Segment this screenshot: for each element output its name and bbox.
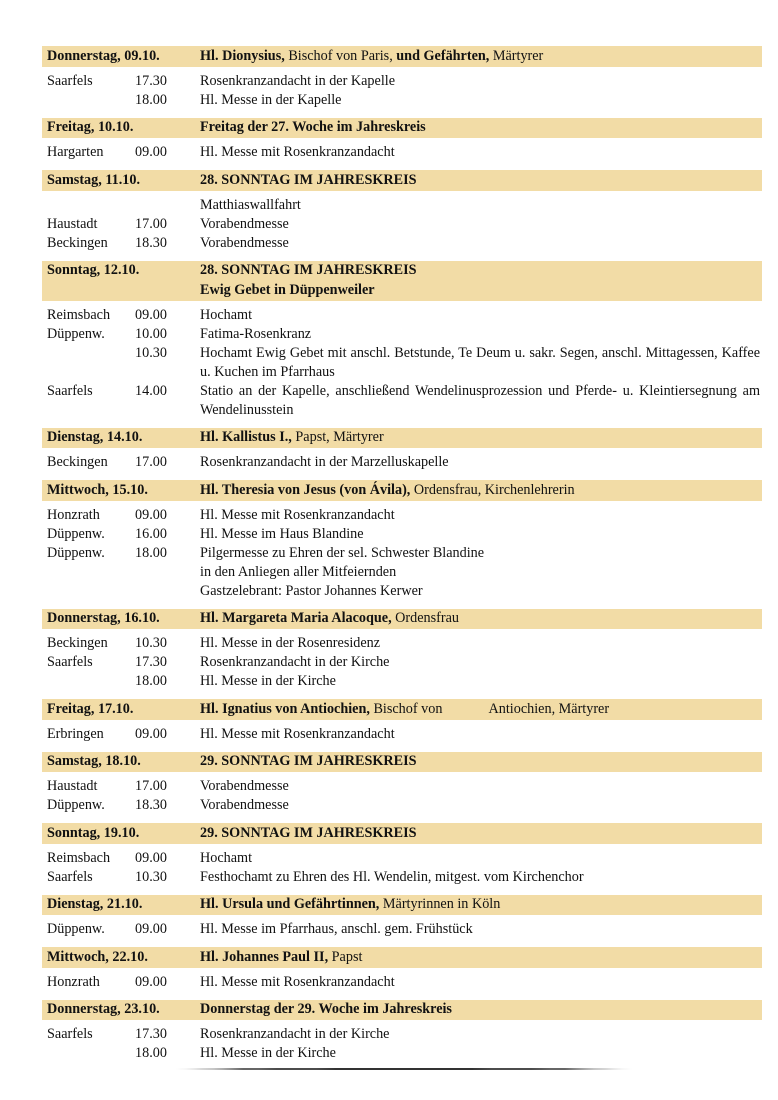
day-date: Sonntag, 19.10. [47, 824, 140, 841]
entry-text: Hl. Messe mit Rosenkranzandacht [200, 506, 395, 523]
entry-place [42, 91, 135, 110]
entry-place [42, 1044, 135, 1063]
day-header [42, 823, 762, 844]
day-header [42, 118, 762, 139]
day-title [200, 261, 762, 300]
entry-place: Honzrath [47, 506, 100, 523]
title-segment: Hl. Ursula und Gefährtinnen, [200, 896, 380, 912]
entry-row [42, 563, 762, 582]
day-header [42, 947, 762, 968]
entry-time: 17.00 [135, 215, 167, 232]
title-segment: Ewig Gebet in Düppenweiler [200, 281, 375, 298]
entry-text: Hochamt [200, 306, 253, 323]
entry-place: Erbringen [47, 725, 104, 742]
entry-row [42, 325, 762, 344]
entry-text: Vorabendmesse [200, 797, 289, 813]
title-segment: Freitag der 27. Woche im Jahreskreis [200, 119, 426, 135]
entry-time: 09.00 [135, 506, 167, 523]
day-entries [42, 67, 762, 118]
entry-text: Hl. Messe im Pfarrhaus, anschl. gem. Frühstück [200, 921, 473, 937]
day-date: Dienstag, 21.10. [47, 896, 143, 912]
entry-row [42, 91, 762, 110]
entry-place: Saarfels [47, 654, 93, 670]
entry-place: Düppenw. [47, 544, 105, 561]
title-segment: Bischof von Antiochien, Märtyrer [369, 700, 610, 717]
title-segment: Hl. Theresia von Jesus (von Ávila), [200, 481, 411, 498]
entry-text: Vorabendmesse [200, 215, 289, 232]
day-date: Samstag, 18.10. [47, 753, 141, 769]
entry-text: Pilgermesse zu Ehren der sel. Schwester Blandine [200, 544, 485, 561]
entry-place: Saarfels [47, 1026, 93, 1042]
entry-time: 18.00 [135, 91, 167, 108]
entry-time: 17.00 [135, 454, 167, 470]
entry-row [42, 920, 762, 939]
entry-text: Gastzelebrant: Pastor Johannes Kerwer [200, 582, 423, 599]
entry-row [42, 973, 762, 992]
schedule-document [42, 46, 762, 1071]
entry-place: Saarfels [47, 382, 93, 399]
entry-row [42, 849, 762, 868]
entry-place: Beckingen [47, 234, 108, 251]
entry-row [42, 344, 762, 382]
title-segment: Märtyrinnen in Köln [379, 896, 501, 912]
day-title [200, 481, 762, 501]
entry-time: 10.30 [135, 344, 167, 361]
entry-text: Fatima-Rosenkranz [200, 325, 312, 342]
day-date: Donnerstag, 16.10. [47, 610, 160, 626]
title-segment: Märtyrer [489, 47, 544, 64]
day-title [200, 700, 762, 720]
entry-place: Düppenw. [47, 921, 105, 937]
entry-text: Hochamt [200, 849, 253, 866]
title-segment: 28. SONNTAG IM JAHRESKREIS [200, 262, 417, 278]
entry-row [42, 544, 762, 563]
entry-place: Saarfels [47, 868, 93, 885]
entry-place: Haustadt [47, 215, 98, 232]
entry-text: Vorabendmesse [200, 234, 289, 251]
entry-text: Hl. Messe in der Kirche [200, 673, 336, 689]
entry-time: 10.30 [135, 868, 167, 885]
entry-row [42, 506, 762, 525]
day-header [42, 170, 762, 191]
day-date: Dienstag, 14.10. [47, 429, 143, 445]
entry-place: Hargarten [47, 144, 104, 160]
title-segment: Hl. Johannes Paul II, [200, 948, 329, 965]
decorative-divider [175, 1068, 633, 1070]
title-segment: Ordensfrau [391, 610, 459, 626]
entry-text: Statio an der Kapelle, anschließend Wendelinusprozession und Pferde- u. Kleintiersegnung am Wendelinusstein [200, 382, 760, 418]
entry-row [42, 653, 762, 672]
entry-place: Beckingen [47, 454, 108, 470]
entry-time [135, 563, 200, 582]
day-title [200, 428, 762, 448]
entry-time: 09.00 [135, 849, 167, 866]
title-segment: und Gefährten, [396, 47, 490, 64]
entry-text: Festhochamt zu Ehren des Hl. Wendelin, mitgest. vom Kirchenchor [200, 868, 584, 885]
entry-text: Hl. Messe mit Rosenkranzandacht [200, 725, 395, 742]
day-date: Mittwoch, 15.10. [47, 481, 148, 498]
entry-time: 18.00 [135, 673, 167, 689]
entry-row [42, 777, 762, 796]
entry-place: Beckingen [47, 635, 108, 651]
entry-place: Reimsbach [47, 849, 111, 866]
entry-row [42, 796, 762, 815]
day-header [42, 752, 762, 773]
entry-text: Rosenkranzandacht in der Kapelle [200, 72, 395, 89]
entry-place [42, 563, 135, 582]
title-segment: Papst, Märtyrer [291, 429, 384, 445]
entry-text: Hl. Messe mit Rosenkranzandacht [200, 144, 395, 160]
title-segment: 29. SONNTAG IM JAHRESKREIS [200, 753, 417, 769]
day-header [42, 895, 762, 916]
day-entries [42, 968, 762, 1000]
entry-time: 17.30 [135, 654, 167, 670]
entry-row [42, 453, 762, 472]
entry-text: Rosenkranzandacht in der Kirche [200, 654, 390, 670]
day-date: Sonntag, 12.10. [47, 262, 140, 278]
entry-row [42, 634, 762, 653]
day-header [42, 609, 762, 630]
entry-row [42, 582, 762, 601]
entry-text: Hochamt Ewig Gebet mit anschl. Betstunde, Te Deum u. sakr. Segen, anschl. Mittagessen, Kaffee u. Kuchen im Pfarrhaus [200, 344, 760, 380]
day-date: Donnerstag, 23.10. [47, 1001, 160, 1017]
day-title [200, 1000, 762, 1020]
day-date: Samstag, 11.10. [47, 171, 141, 188]
entry-row [42, 72, 762, 91]
day-entries [42, 629, 762, 699]
title-segment: Bischof von Paris, [284, 47, 397, 64]
entry-time: 09.00 [135, 725, 167, 742]
title-segment: Papst [328, 948, 363, 965]
entry-place: Honzrath [47, 973, 100, 990]
day-header [42, 1000, 762, 1021]
day-title [200, 824, 762, 844]
entry-time: 10.30 [135, 635, 167, 651]
day-header [42, 261, 762, 301]
title-segment: 28. SONNTAG IM JAHRESKREIS [200, 171, 417, 188]
day-title [200, 948, 762, 968]
entry-time: 09.00 [135, 973, 167, 990]
entry-row [42, 215, 762, 234]
entry-time: 18.00 [135, 544, 167, 561]
day-date: Donnerstag, 09.10. [47, 47, 160, 64]
day-title [200, 171, 762, 191]
day-date: Freitag, 17.10. [47, 700, 134, 717]
entry-place: Saarfels [47, 72, 93, 89]
title-segment: Hl. Ignatius von Antiochien, [200, 700, 370, 717]
entry-place: Düppenw. [47, 325, 105, 342]
entry-time: 18.30 [135, 797, 167, 813]
entry-text: Hl. Messe im Haus Blandine [200, 525, 364, 542]
entry-time: 18.30 [135, 234, 167, 251]
day-title [200, 752, 762, 772]
entry-text: Hl. Messe in der Rosenresidenz [200, 635, 381, 651]
entry-text: Vorabendmesse [200, 778, 289, 794]
day-entries [42, 448, 762, 480]
day-header [42, 480, 762, 501]
entry-row [42, 525, 762, 544]
day-entries [42, 720, 762, 752]
day-header [42, 428, 762, 449]
entry-row [42, 1025, 762, 1044]
entry-place: Düppenw. [47, 525, 105, 542]
title-segment: 29. SONNTAG IM JAHRESKREIS [200, 824, 417, 841]
entry-time [135, 196, 200, 215]
entry-row [42, 672, 762, 691]
entry-text: Hl. Messe mit Rosenkranzandacht [200, 973, 395, 990]
entry-row [42, 382, 762, 420]
entry-place: Reimsbach [47, 306, 111, 323]
entry-time: 14.00 [135, 382, 167, 399]
title-segment: Donnerstag der 29. Woche im Jahreskreis [200, 1001, 452, 1017]
entry-time: 09.00 [135, 921, 167, 937]
entry-time: 17.30 [135, 1026, 167, 1042]
day-header [42, 46, 762, 67]
entry-time [135, 582, 200, 601]
entry-text: Hl. Messe in der Kapelle [200, 91, 342, 108]
entry-time: 18.00 [135, 1045, 167, 1061]
day-date: Mittwoch, 22.10. [47, 948, 148, 965]
day-entries [42, 191, 762, 261]
day-entries [42, 501, 762, 609]
day-entries [42, 138, 762, 170]
entry-text: Rosenkranzandacht in der Marzelluskapelle [200, 454, 449, 470]
title-segment: Hl. Margareta Maria Alacoque, [200, 610, 392, 626]
entry-place [42, 582, 135, 601]
entry-row [42, 306, 762, 325]
day-entries [42, 844, 762, 895]
entry-place: Düppenw. [47, 797, 105, 813]
title-segment: Ordensfrau, Kirchenlehrerin [410, 481, 575, 498]
day-title [200, 895, 762, 915]
entry-place: Haustadt [47, 778, 98, 794]
entry-place [42, 196, 135, 215]
entry-text: Hl. Messe in der Kirche [200, 1045, 336, 1061]
entry-time: 16.00 [135, 525, 167, 542]
entry-text: in den Anliegen aller Mitfeiernden [200, 563, 397, 580]
day-entries [42, 1020, 762, 1071]
day-title [200, 118, 762, 138]
day-entries [42, 772, 762, 823]
entry-time: 09.00 [135, 144, 167, 160]
day-date: Freitag, 10.10. [47, 119, 134, 135]
day-entries [42, 301, 762, 428]
entry-time: 09.00 [135, 306, 167, 323]
entry-row [42, 143, 762, 162]
day-title [200, 47, 762, 67]
entry-row [42, 196, 762, 215]
title-segment: Hl. Dionysius, [200, 47, 285, 64]
title-segment: Hl. Kallistus I., [200, 429, 292, 445]
entry-place [42, 672, 135, 691]
entry-text: Rosenkranzandacht in der Kirche [200, 1026, 390, 1042]
entry-row [42, 868, 762, 887]
entry-row [42, 1044, 762, 1063]
entry-place [42, 344, 135, 382]
entry-text: Matthiaswallfahrt [200, 196, 301, 213]
day-entries [42, 915, 762, 947]
day-header [42, 699, 762, 720]
day-title [200, 609, 762, 629]
entry-row [42, 725, 762, 744]
entry-time: 17.30 [135, 72, 167, 89]
entry-row [42, 234, 762, 253]
entry-time: 10.00 [135, 325, 167, 342]
entry-time: 17.00 [135, 778, 167, 794]
